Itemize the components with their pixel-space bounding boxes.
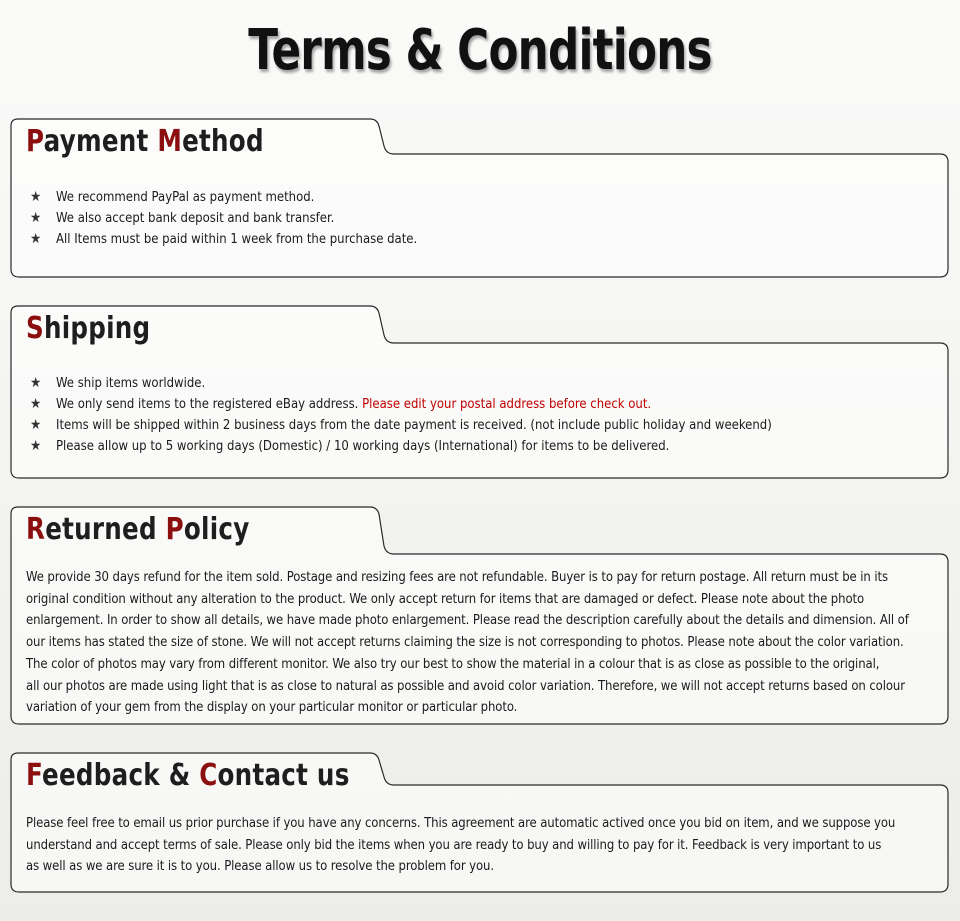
list-item: ★ We also accept bank deposit and bank transfer. xyxy=(30,208,417,229)
text-line: enlargement. In order to show all details, we have made photo enlargement. Please read the description carefully about the details and dimension. All of xyxy=(26,613,909,629)
star-icon: ★ xyxy=(30,417,42,433)
list-item: ★ We recommend PayPal as payment method. xyxy=(30,187,417,208)
text-line: variation of your gem from the display on your particular monitor or particular photo. xyxy=(26,700,518,716)
list-item: ★ Please allow up to 5 working days (Domestic) / 10 working days (International) for items to be delivered. xyxy=(30,436,772,457)
list-item: ★ Items will be shipped within 2 business days from the date payment is received. (not include public holiday and weekend) xyxy=(30,415,772,436)
payment-list xyxy=(30,187,417,250)
text-line: original condition without any alteration to the product. We only accept return for items that are damaged or defect. Please note about the photo xyxy=(26,591,865,607)
text-line: all our photos are made using light that is as close to natural as possible and avoid color variation. Therefore, we will not accept returns based on colour xyxy=(26,678,905,694)
feedback-contact-section xyxy=(10,752,949,893)
feedback-text xyxy=(26,813,946,878)
returned-policy-text xyxy=(26,567,946,719)
text-line: understand and accept terms of sale. Please only bid the items when you are ready to buy and willing to pay for it. Feedback is very important to us xyxy=(26,837,882,853)
section-title: Payment Method xyxy=(26,124,264,159)
section-title: Returned Policy xyxy=(26,512,250,547)
text-line: We provide 30 days refund for the item sold. Postage and resizing fees are not refundable. Buyer is to pay for return postage. All return must be in its xyxy=(26,570,888,585)
star-icon: ★ xyxy=(30,438,42,454)
text-line: Please feel free to email us prior purchase if you have any concerns. This agreement are automatic actived once you bid on item, and we suppose you xyxy=(26,816,896,831)
star-icon: ★ xyxy=(30,231,42,247)
shipping-list xyxy=(30,373,772,457)
text-line: our items has stated the size of stone. We will not accept returns claiming the size is not corresponding to photos. Please note about the color variation. xyxy=(26,635,904,651)
section-title: Shipping xyxy=(26,311,151,346)
star-icon: ★ xyxy=(30,210,42,226)
address-warning: Please edit your postal address before check out. xyxy=(362,397,652,412)
shipping-section xyxy=(10,305,949,479)
list-item: ★ We only send items to the registered eBay address. Please edit your postal address before check out. xyxy=(30,394,772,415)
list-item: ★ All Items must be paid within 1 week from the purchase date. xyxy=(30,229,417,250)
payment-method-section xyxy=(10,118,949,278)
star-icon: ★ xyxy=(30,396,42,412)
star-icon: ★ xyxy=(30,375,42,391)
text-line: as well as we are sure it is to you. Please allow us to resolve the problem for you. xyxy=(26,859,494,875)
returned-policy-section xyxy=(10,506,949,725)
text-line: The color of photos may vary from different monitor. We also try our best to show the material in a colour that is as close as possible to the original, xyxy=(26,656,880,672)
list-item: ★ We ship items worldwide. xyxy=(30,373,772,394)
section-title: Feedback & Contact us xyxy=(26,758,350,793)
star-icon: ★ xyxy=(30,189,42,205)
page-title: Terms & Conditions xyxy=(248,18,712,83)
